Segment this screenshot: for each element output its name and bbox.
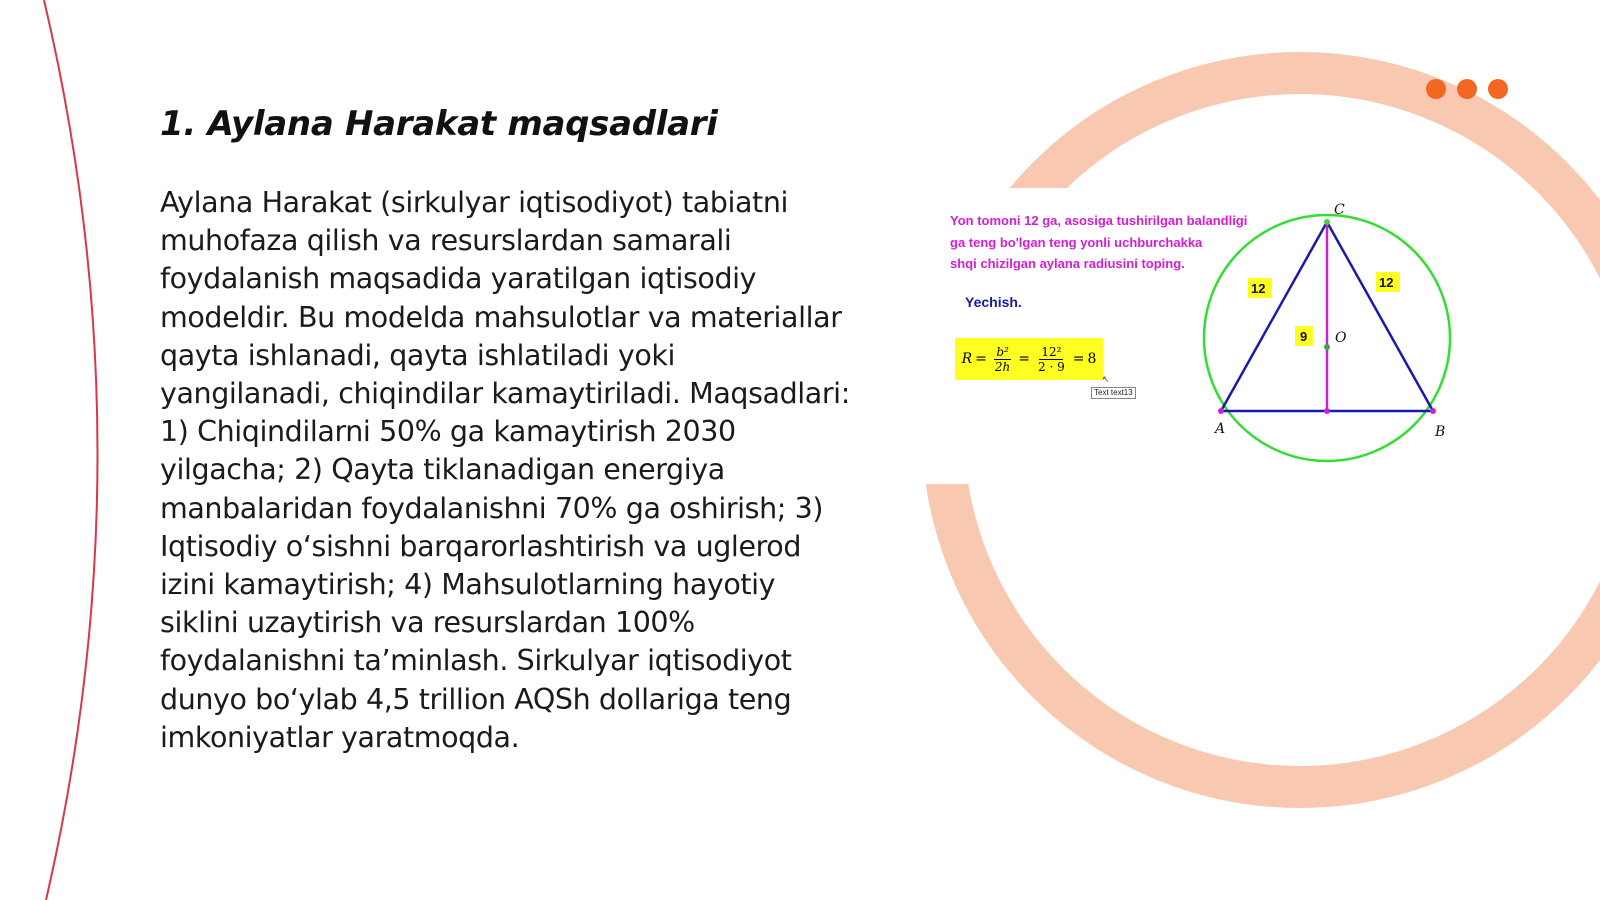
problem-line-3: shqi chizilgan aylana radiusini toping. — [950, 256, 1185, 271]
equals-sign-icon: = — [1072, 351, 1085, 367]
decorative-dots — [1426, 79, 1508, 99]
formula-result: 8 — [1087, 351, 1097, 367]
side-bc — [1327, 222, 1433, 411]
fraction-2-numerator: 12² — [1041, 344, 1062, 359]
center-o-point — [1324, 344, 1330, 350]
dot-3 — [1488, 79, 1508, 99]
formula-lhs: R — [961, 351, 973, 367]
left-accent-curve — [44, 0, 98, 900]
center-o-label: O — [1335, 330, 1347, 346]
triangle-diagram — [940, 190, 1460, 480]
side-ac — [1221, 222, 1327, 411]
problem-line-1: Yon tomoni 12 ga, asosiga tushirilgan balandligi — [950, 213, 1248, 228]
dot-2 — [1457, 79, 1477, 99]
slide-body-text: Aylana Harakat (sirkulyar iqtisodiyot) tabiatni muhofaza qilish va resurslardan samarali foydalanish maqsadida yaratilgan iqtisodiy modeldir. Bu modelda mahsulotlar va materiallar qayta ishlanadi, qayta ishlatiladi yoki yangilanadi, chiqindilar kamaytiriladi. Maqsadlari: 1) Chiqindilarni 50% ga kamaytirish 2030 yilgacha; 2) Qayta tiklanadigan energiya manbalaridan foydalanishni 70% ga oshirish; 3) Iqtisodiy o‘sishni barqarorlashtirish va uglerod izini kamaytirish; 4) Mahsulotlarning hayotiy siklini uzaytirish va resurslardan 100% foydalanishni ta’minlash. Sirkulyar iqtisodiyot dunyo bo‘ylab 4,5 trillion AQSh dollariga teng imkoniyatlar yaratmoqda. — [160, 186, 850, 754]
cursor-arrow-icon: ↖ — [1102, 375, 1110, 385]
text-object-tag: Text text13 — [1091, 387, 1136, 399]
side-left-value: 12 — [1251, 281, 1266, 296]
fraction-1-denominator: 2h — [994, 359, 1011, 374]
vertex-b-label: B — [1435, 424, 1446, 440]
vertex-b-point — [1430, 408, 1436, 414]
vertex-c-point — [1324, 219, 1330, 225]
geometry-figure — [940, 190, 1460, 480]
vertex-c-label: C — [1334, 202, 1345, 218]
height-value: 9 — [1300, 329, 1308, 344]
vertex-a-point — [1218, 408, 1224, 414]
problem-line-2: ga teng bo'lgan teng yonli uchburchakka — [950, 234, 1203, 250]
side-right-value: 12 — [1379, 275, 1394, 290]
fraction-1-numerator: b² — [996, 344, 1009, 359]
dot-1 — [1426, 79, 1446, 99]
equals-sign-icon: = — [1018, 351, 1030, 367]
vertex-a-label: A — [1215, 421, 1226, 437]
fraction-2-denominator: 2 · 9 — [1038, 359, 1065, 374]
equals-sign-icon: = — [975, 351, 987, 367]
solution-label: Yechish. — [965, 294, 1022, 310]
foot-point — [1324, 408, 1330, 414]
slide-title: 1. Aylana Harakat maqsadlari — [160, 104, 718, 144]
